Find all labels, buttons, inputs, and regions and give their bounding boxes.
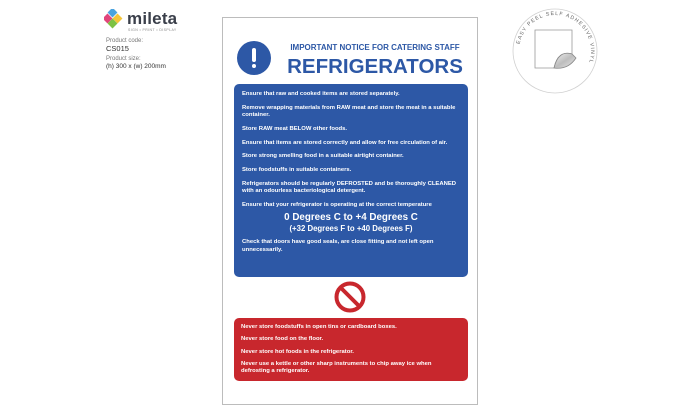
product-code-value: CS015 [106,44,129,53]
temperature-celsius: 0 Degrees C to +4 Degrees C [284,212,418,224]
closing-instruction: Check that doors have good seals, are close fitting and not left open unnecessarily. [242,239,434,253]
product-code-label: Product code: [106,38,144,44]
product-size-label: Product size: [106,56,141,62]
prohibitions-panel [234,318,468,381]
instructions-panel [234,84,468,277]
temperature-fahrenheit: (+32 Degrees F to +40 Degrees F) [289,224,413,234]
prohibition-item: Never use a kettle or other sharp instruments to chip away ice when defrosting a refrigerator. [241,361,432,375]
instruction-item: Refrigerators should be regularly DEFROSTED and be thoroughly CLEANED with an odourless bacteriological detergent. [242,180,457,195]
instruction-item: Store foodstuffs in suitable containers. [242,166,352,173]
instruction-item: Store RAW meat BELOW other foods. [242,125,348,132]
instruction-item: Ensure that your refrigerator is operating at the correct temperature [242,201,432,208]
exclamation-circle-icon [237,41,271,75]
safety-sign [222,17,478,405]
brand-tagline: SIGN • PRINT • DISPLAY [128,28,177,32]
peel-badge [510,6,600,96]
instruction-item: Ensure that raw and cooked items are stored separately. [242,91,400,97]
mileta-logo-icon [104,9,124,29]
brand-name: mileta [127,9,178,28]
product-size-value: (h) 300 x (w) 200mm [106,63,166,70]
prohibition-item: Never store food on the floor. [241,336,324,343]
sign-title: REFRIGERATORS [287,55,463,78]
sign-notice: IMPORTANT NOTICE FOR CATERING STAFF [290,43,460,52]
instruction-item: Ensure that items are stored correctly and allow for free circulation of air. [242,139,448,146]
prohibition-item: Never store hot foods in the refrigerator. [241,348,354,355]
instruction-item: Remove wrapping materials from RAW meat and store the meat in a suitable container. [242,104,456,119]
peel-corner-icon [535,30,576,68]
product-meta [106,37,166,73]
prohibition-icon [334,281,366,313]
instruction-item: Store strong smelling food in a suitable airtight container. [242,153,404,160]
prohibition-item: Never store foodstuffs in open tins or cardboard boxes. [241,324,397,330]
badge-text: EASY PEEL SELF ADHESIVE VINYL [515,10,596,65]
brand-logo [104,7,194,33]
